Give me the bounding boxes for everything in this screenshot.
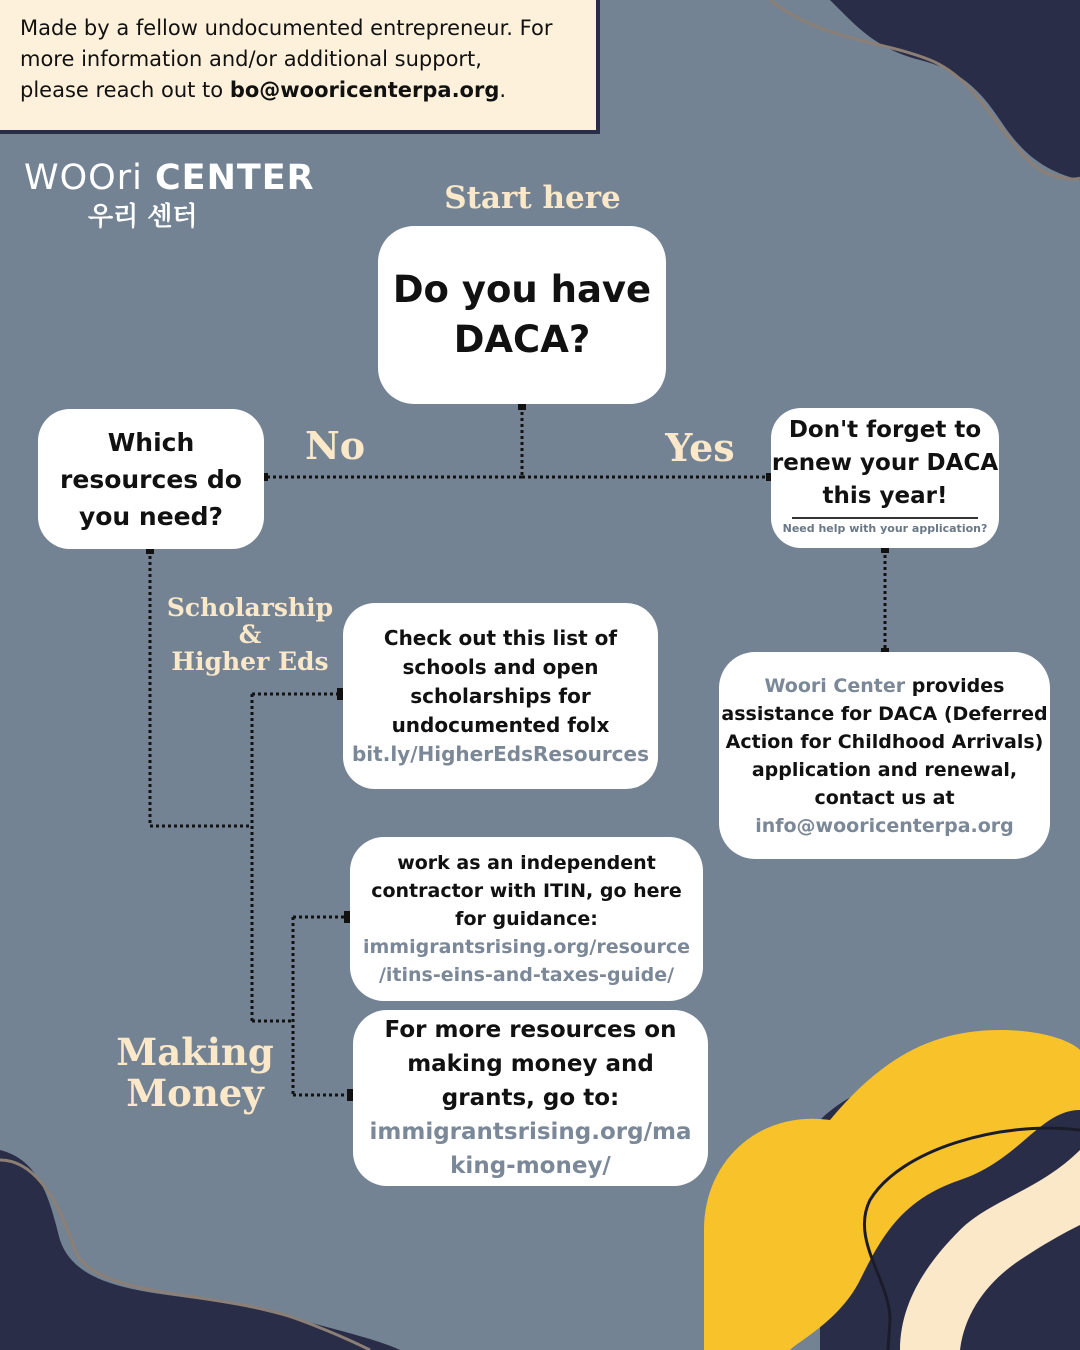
renew-line-2: renew your DACA: [771, 450, 999, 476]
renew-line-3: this year!: [822, 483, 948, 509]
logo-english: [24, 158, 315, 198]
node-scholarships: [343, 603, 658, 789]
making-money-link-part-2[interactable]: king-money/: [450, 1153, 611, 1179]
which-line-1: Which: [107, 427, 195, 457]
node-which-resources: [38, 409, 264, 549]
renew-help-subtext: Need help with your application?: [782, 522, 988, 535]
itin-line-1: work as an independent: [397, 852, 656, 874]
woori-line-1-rest: provides: [905, 674, 1005, 697]
start-here-label: Start here: [444, 180, 621, 216]
scholarships-line-4: undocumented folx: [391, 712, 610, 737]
scholarship-label: [160, 594, 340, 675]
itin-guide-link-part-2[interactable]: /itins-eins-and-taxes-guide/: [378, 964, 675, 986]
itin-line-2: contractor with ITIN, go here: [371, 880, 682, 902]
start-question-line-2: DACA?: [453, 318, 591, 361]
woori-line-4: application and renewal,: [751, 758, 1018, 781]
making-money-link-part-1[interactable]: immigrantsrising.org/ma: [369, 1119, 692, 1145]
itin-guide-link-part-1[interactable]: immigrantsrising.org/resource: [362, 936, 690, 958]
banner-line-3-prefix: please reach out to: [20, 78, 230, 102]
renew-line-1: Don't forget to: [788, 417, 982, 443]
money-line-2: making money and: [407, 1051, 654, 1077]
node-woori-center-daca: [719, 652, 1050, 859]
woori-line-2: assistance for DACA (Deferred: [721, 702, 1048, 725]
making-money-label-line-1: Making: [116, 1030, 274, 1074]
money-line-1: For more resources on: [384, 1017, 677, 1043]
banner-line-1: Made by a fellow undocumented entrepreneur. For: [20, 16, 553, 40]
woori-line-3: Action for Childhood Arrivals): [725, 730, 1044, 753]
node-renew-daca: [771, 408, 999, 548]
logo-korean: 우리 센터: [88, 202, 198, 232]
higher-eds-resources-link[interactable]: bit.ly/HigherEdsResources: [351, 741, 650, 766]
woori-line-5: contact us at: [814, 786, 955, 809]
banner-email-link[interactable]: bo@wooricenterpa.org: [229, 78, 500, 102]
banner-line-2: more information and/or additional support,: [20, 47, 482, 71]
node-making-money: [353, 1010, 708, 1186]
which-line-2: resources do: [60, 464, 242, 494]
contact-banner: [0, 0, 600, 134]
node-itin-contractor: [350, 837, 703, 1001]
woori-info-email-link[interactable]: info@wooricenterpa.org: [755, 814, 1014, 837]
scholarships-line-3: scholarships for: [410, 683, 591, 708]
making-money-label-line-2: Money: [126, 1071, 264, 1115]
logo-word-woori: WOOri: [24, 158, 143, 198]
scholarship-label-line-2: &: [238, 620, 262, 649]
connector-which-down: [150, 550, 252, 826]
woori-center-logo: [24, 158, 315, 233]
which-line-3: you need?: [78, 501, 224, 531]
money-line-3: grants, go to:: [441, 1085, 620, 1111]
scholarships-line-2: schools and open: [402, 654, 599, 679]
scholarship-label-line-3: Higher Eds: [171, 647, 329, 676]
woori-center-name: Woori Center: [764, 674, 906, 697]
scholarships-line-1: Check out this list of: [383, 625, 618, 650]
yes-label: Yes: [665, 425, 735, 470]
scholarship-label-line-1: Scholarship: [166, 593, 334, 622]
node-start-question: [378, 226, 666, 404]
making-money-label: [110, 1032, 280, 1114]
banner-line-3-suffix: .: [499, 78, 507, 102]
banner-line-3: [20, 75, 576, 106]
start-question-line-1: Do you have: [392, 268, 652, 311]
logo-word-center: CENTER: [154, 158, 315, 198]
woori-line-1: [765, 672, 1005, 700]
no-label: No: [304, 423, 366, 468]
itin-line-3: for guidance:: [455, 908, 598, 930]
